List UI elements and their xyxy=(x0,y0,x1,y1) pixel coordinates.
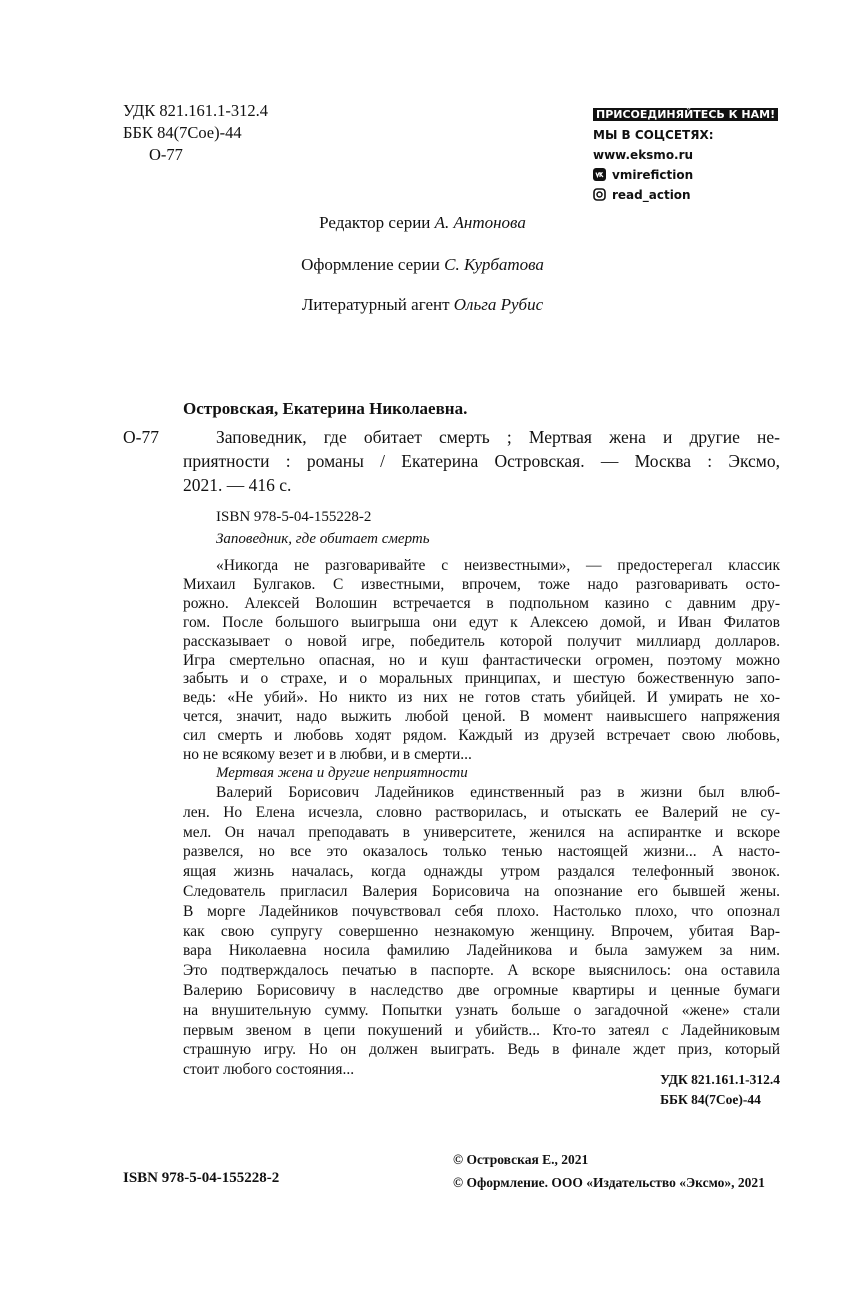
record-author: Островская, Екатерина Николаевна. xyxy=(183,399,468,418)
record-isbn: ISBN 978-5-04-155228-2 xyxy=(216,509,372,525)
annotation-line: чется, значит, надо выжить любой ценой. В момент наивысшего напряжения xyxy=(183,708,780,726)
annotation-line: Игра смертельно опасная, но и куш фантастически огромен, поэтому можно xyxy=(183,651,780,669)
annotation-line: стоит любого состояния... xyxy=(183,1061,355,1079)
credit-literary-agent xyxy=(0,295,845,315)
annotation-line: Это подтверждалось печатью в паспорте. А вскоре выяснилось: она оставила xyxy=(183,962,780,980)
instagram-icon xyxy=(593,188,606,201)
annotation-line: Валерию Борисовичу в наследство две огромные квартиры и ценные бумаги xyxy=(183,982,780,999)
annotation-line: на внушительную сумму. Попытки узнать больше о загадочной «жене» стали xyxy=(183,1001,780,1019)
annotation-line: Следователь пригласил Валерия Борисовича на опознание его бывшей жены. xyxy=(183,883,780,900)
join-banner: ПРИСОЕДИНЯЙТЕСЬ К НАМ! xyxy=(593,108,778,121)
annotation-line: страшную игру. Но он должен выиграть. Ведь в финале ждет приз, который xyxy=(183,1041,780,1059)
annotation-line: ящая жизнь началась, когда однажды утром раздался телефонный звонок. xyxy=(183,863,780,881)
bbk: ББК 84(7Сое)-44 xyxy=(123,123,242,142)
footer-bbk: ББК 84(7Сое)-44 xyxy=(660,1092,761,1107)
annotation-line: Валерий Борисович Ладейников единственный раз в жизни был влюб- xyxy=(216,784,780,801)
social-block xyxy=(593,104,778,205)
instagram-handle: read_action xyxy=(612,188,691,202)
annotation-line: забыть и о страхе, и о моральных принципах, и шестую божественную запо- xyxy=(183,670,780,688)
annotation-line: Михаил Булгаков. С известными, впрочем, тоже надо разговаривать осто- xyxy=(183,575,780,593)
record-title-line: 2021. — 416 с. xyxy=(183,475,292,495)
copyright-block xyxy=(453,1148,765,1194)
annotation-line: В морге Ладейников почувствовал себя плохо. Настолько плохо, что опознал xyxy=(183,902,780,920)
annotation-line: рожно. Алексей Волошин встречается в подпольном казино с давним дру- xyxy=(183,594,780,612)
record-title-line: приятности : романы / Екатерина Островская. — Москва : Эксмо, xyxy=(183,451,780,471)
record-title-line: Заповедник, где обитает смерть ; Мертвая жена и другие не- xyxy=(216,427,780,447)
credit-role: Редактор серии xyxy=(319,213,431,232)
credit-name: С. Курбатова xyxy=(444,255,544,274)
credit-series-design xyxy=(0,255,845,275)
annotation-line: но не всякому везет и в любви, и в смерти... xyxy=(183,746,472,763)
annotation-line: гом. После большого выигрыша они едут к Алексею домой, и Иван Филатов xyxy=(183,613,780,631)
annotation-line: «Никогда не разговаривайте с неизвестными», — предостерегал классик xyxy=(216,557,780,574)
footer-isbn: ISBN 978-5-04-155228-2 xyxy=(123,1170,280,1186)
annotation-line: сил смерть и любовь ходят рядом. Каждый из друзей встречает свою любовь, xyxy=(183,727,780,745)
instagram-link[interactable] xyxy=(593,185,778,205)
site-link[interactable]: www.eksmo.ru xyxy=(593,148,694,162)
footer-classification xyxy=(660,1070,780,1110)
annotation-line: мел. Он начал преподавать в университете, женился на аспирантке и вскоре xyxy=(183,823,780,841)
classification-block xyxy=(123,100,268,166)
copyright-author: © Островская Е., 2021 xyxy=(453,1152,589,1167)
annotation-line: первым звеном в цепи покушений и убийств... Кто-то затеял с Ладейниковым xyxy=(183,1021,780,1039)
annotation-title: Заповедник, где обитает смерть xyxy=(216,531,430,547)
credit-name: Ольга Рубис xyxy=(453,295,544,314)
annotation-line: лен. Но Елена исчезла, словно растворилась, и отыскать ее Валерий не су- xyxy=(183,803,780,821)
credit-name: А. Антонова xyxy=(434,213,526,232)
record-code: О-77 xyxy=(123,427,159,447)
annotation-line: развелся, но все это оказалось только тенью настоящей жизни... А насто- xyxy=(183,843,780,861)
credit-role: Оформление серии xyxy=(301,255,440,274)
author-code: О-77 xyxy=(149,145,183,164)
annotation-line: рассказывает о новой игре, победитель которой получит миллиард долларов. xyxy=(183,632,780,650)
annotation-line: как свою супругу совершенно незнакомую женщину. Впрочем, убитая Вар- xyxy=(183,922,780,940)
social-heading: МЫ В СОЦСЕТЯХ: xyxy=(593,128,714,142)
vk-icon xyxy=(593,168,606,181)
vk-link[interactable] xyxy=(593,165,778,185)
copyright-design: © Оформление. ООО «Издательство «Эксмо», 2021 xyxy=(453,1175,765,1190)
udk: УДК 821.161.1-312.4 xyxy=(123,101,269,120)
annotation-line: вара Николаевна носила фамилию Ладейникова и была замужем за ним. xyxy=(183,942,780,960)
annotation-title: Мертвая жена и другие неприятности xyxy=(216,765,468,781)
footer-udk: УДК 821.161.1-312.4 xyxy=(660,1072,780,1087)
credit-role: Литературный агент xyxy=(301,295,450,314)
annotation-line: ведь: «Не убий». Но никто из них не готов стать убийцей. И умирать не хо- xyxy=(183,689,780,707)
vk-handle: vmirefiction xyxy=(612,168,694,182)
credit-series-editor xyxy=(0,213,845,233)
